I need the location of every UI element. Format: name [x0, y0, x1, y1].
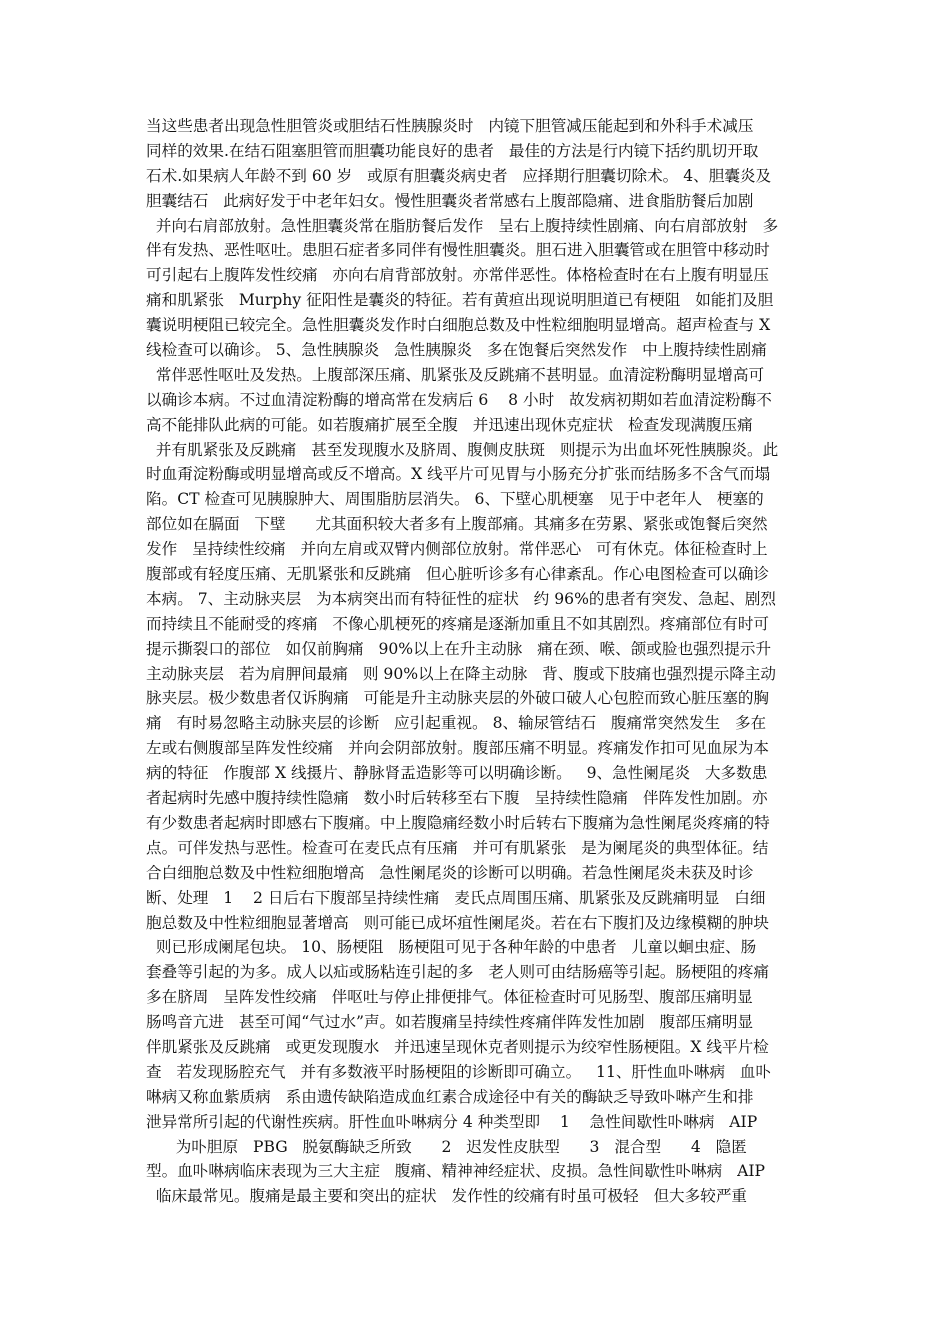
- text-line: 线检查可以确诊。 5、急性胰腺炎 急性胰腺炎 多在饱餐后突然发作 中上腹持续性剧痛: [146, 341, 767, 360]
- text-line: 腹部或有轻度压痛、无肌紧张和反跳痛 但心脏听诊多有心律紊乱。作心电图检查可以确诊: [146, 565, 770, 584]
- text-line: 为卟胆原 PBG 脱氨酶缺乏所致 2 迟发性皮肤型 3 混合型 4 隐匿: [146, 1137, 747, 1156]
- text-line: 则已形成阑尾包块。 10、肠梗阻 肠梗阻可见于各种年龄的中患者 儿童以蛔虫症、肠: [146, 938, 757, 957]
- text-line: 并有肌紧张及反跳痛 甚至发现腹水及脐周、腹侧皮肤斑 则提示为出血坏死性胰腺炎。此: [146, 440, 779, 459]
- text-line: 以确诊本病。不过血清淀粉酶的增高常在发病后 6 8 小时 故发病初期如若血清淀粉酶不: [146, 390, 772, 409]
- text-line: 啉病又称血紫质病 系由遗传缺陷造成血红素合成途径中有关的酶缺乏导致卟啉产生和排: [146, 1087, 754, 1106]
- text-line: 合白细胞总数及中性粒细胞增高 急性阑尾炎的诊断可以明确。若急性阑尾炎未获及时诊: [146, 863, 754, 882]
- text-line: 肠鸣音亢进 甚至可闻“气过水”声。如若腹痛呈持续性疼痛伴阵发性加剧 腹部压痛明显: [146, 1013, 754, 1032]
- text-line: 胆囊结石 此病好发于中老年妇女。慢性胆囊炎者常感右上腹部隐痛、进食脂肪餐后加剧: [146, 191, 754, 210]
- text-line: 本病。 7、主动脉夹层 为本病突出而有特征性的症状 约 96%的患者有突发、急起、剧烈: [146, 589, 777, 608]
- text-line: 发作 呈持续性绞痛 并向左肩或双臂内侧部位放射。常伴恶心 可有休克。体征检查时上: [146, 540, 768, 559]
- body-text: [146, 114, 816, 1209]
- text-line: 胞总数及中性粒细胞显著增高 则可能已成坏疽性阑尾炎。若在右下腹扪及边缘模糊的肿块: [146, 913, 770, 932]
- text-line: 部位如在膈面 下壁 尤其面积较大者多有上腹部痛。其痛多在劳累、紧张或饱餐后突然: [146, 515, 768, 534]
- text-line: 主动脉夹层 若为肩胛间最痛 则 90%以上在降主动脉 背、腹或下肢痛也强烈提示降主动: [146, 664, 777, 683]
- text-line: 并向右肩部放射。急性胆囊炎常在脂肪餐后发作 呈右上腹持续性剧痛、向右肩部放射 多: [146, 216, 779, 235]
- text-line: 断、处理 1 2 日后右下腹部呈持续性痛 麦氏点周围压痛、肌紧张及反跳痛明显 白细: [146, 888, 766, 907]
- text-line: 伴有发热、恶性呕吐。患胆石症者多同伴有慢性胆囊炎。胆石进入胆囊管或在胆管中移动时: [146, 241, 770, 260]
- text-line: 高不能排队此病的可能。如若腹痛扩展至全腹 并迅速出现休克症状 检查发现满腹压痛: [146, 415, 753, 434]
- text-line: 多在脐周 呈阵发性绞痛 伴呕吐与停止排便排气。体征检查时可见肠型、腹部压痛明显: [146, 988, 753, 1007]
- text-line: 者起病时先感中腹持续性隐痛 数小时后转移至右下腹 呈持续性隐痛 伴阵发性加剧。亦: [146, 789, 768, 808]
- text-line: 提示撕裂口的部位 如仅前胸痛 90%以上在升主动脉 痛在颈、喉、颌或脸也强烈提示升: [146, 639, 772, 658]
- text-line: 临床最常见。腹痛是最主要和突出的症状 发作性的绞痛有时虽可极轻 但大多较严重: [146, 1187, 748, 1206]
- text-line: 病的特征 作腹部 X 线摄片、静脉肾盂造影等可以明确诊断。 9、急性阑尾炎 大多数患: [146, 764, 768, 783]
- text-line: 点。可伴发热与恶性。检查可在麦氏点有压痛 并可有肌紧张 是为阑尾炎的典型体征。结: [146, 838, 769, 857]
- text-line: 石术.如果病人年龄不到 60 岁 或原有胆囊炎病史者 应择期行胆囊切除术。 4、胆囊炎及: [146, 166, 772, 185]
- text-line: 而持续且不能耐受的疼痛 不像心肌梗死的疼痛是逐渐加重且不如其剧烈。疼痛部位有时可: [146, 614, 770, 633]
- text-line: 脉夹层。极少数患者仅诉胸痛 可能是升主动脉夹层的外破口破人心包腔而致心脏压塞的胸: [146, 689, 770, 708]
- text-line: 痛 有时易忽略主动脉夹层的诊断 应引起重视。 8、输尿管结石 腹痛常突然发生 多在: [146, 714, 767, 733]
- text-line: 当这些患者出现急性胆管炎或胆结石性胰腺炎时 内镜下胆管减压能起到和外科手术减压: [146, 117, 754, 135]
- text-line: 囊说明梗阻已较完全。急性胆囊炎发作时白细胞总数及中性粒细胞明显增高。超声检查与 X: [146, 316, 771, 335]
- text-line: 伴肌紧张及反跳痛 或更发现腹水 并迅速呈现休克者则提示为绞窄性肠梗阻。X 线平片检: [146, 1037, 769, 1056]
- text-line: 型。血卟啉病临床表现为三大主症 腹痛、精神神经症状、皮损。急性间歇性卟啉病 AIP: [146, 1162, 766, 1181]
- text-line: 套叠等引起的为多。成人以疝或肠粘连引起的多 老人则可由结肠癌等引起。肠梗阻的疼痛: [146, 963, 770, 982]
- text-line: 有少数患者起病时即感右下腹痛。中上腹隐痛经数小时后转右下腹痛为急性阑尾炎疼痛的特: [146, 813, 770, 832]
- text-line: 左或右侧腹部呈阵发性绞痛 并向会阴部放射。腹部压痛不明显。疼痛发作扣可见血尿为本: [146, 739, 770, 758]
- text-line: 痛和肌紧张 Murphy 征阳性是囊炎的特征。若有黄疸出现说明胆道已有梗阻 如能扪及胆: [146, 291, 774, 310]
- text-line: 时血甭淀粉酶或明显增高或反不增高。X 线平片可见胃与小肠充分扩张而结肠多不含气而塌: [146, 465, 771, 484]
- text-line: 可引起右上腹阵发性绞痛 亦向右肩背部放射。亦常伴恶性。体格检查时在右上腹有明显压: [146, 266, 770, 285]
- text-line: 同样的效果.在结石阻塞胆管而胆囊功能良好的患者 最佳的方法是行内镜下括约肌切开取: [146, 141, 759, 160]
- text-line: 常伴恶性呕吐及发热。上腹部深压痛、肌紧张及反跳痛不甚明显。血清淀粉酶明显增高可: [146, 365, 765, 384]
- text-line: 陷。CT 检查可见胰腺肿大、周围脂肪层消失。 6、下壁心肌梗塞 见于中老年人 梗塞的: [146, 490, 764, 509]
- text-line: 泄异常所引起的代谢性疾病。肝性血卟啉病分 4 种类型即 1 急性间歇性卟啉病 AIP: [146, 1112, 758, 1131]
- text-line: 查 若发现肠腔充气 并有多数液平时肠梗阻的诊断即可确立。 11、肝性血卟啉病 血卟: [146, 1062, 772, 1081]
